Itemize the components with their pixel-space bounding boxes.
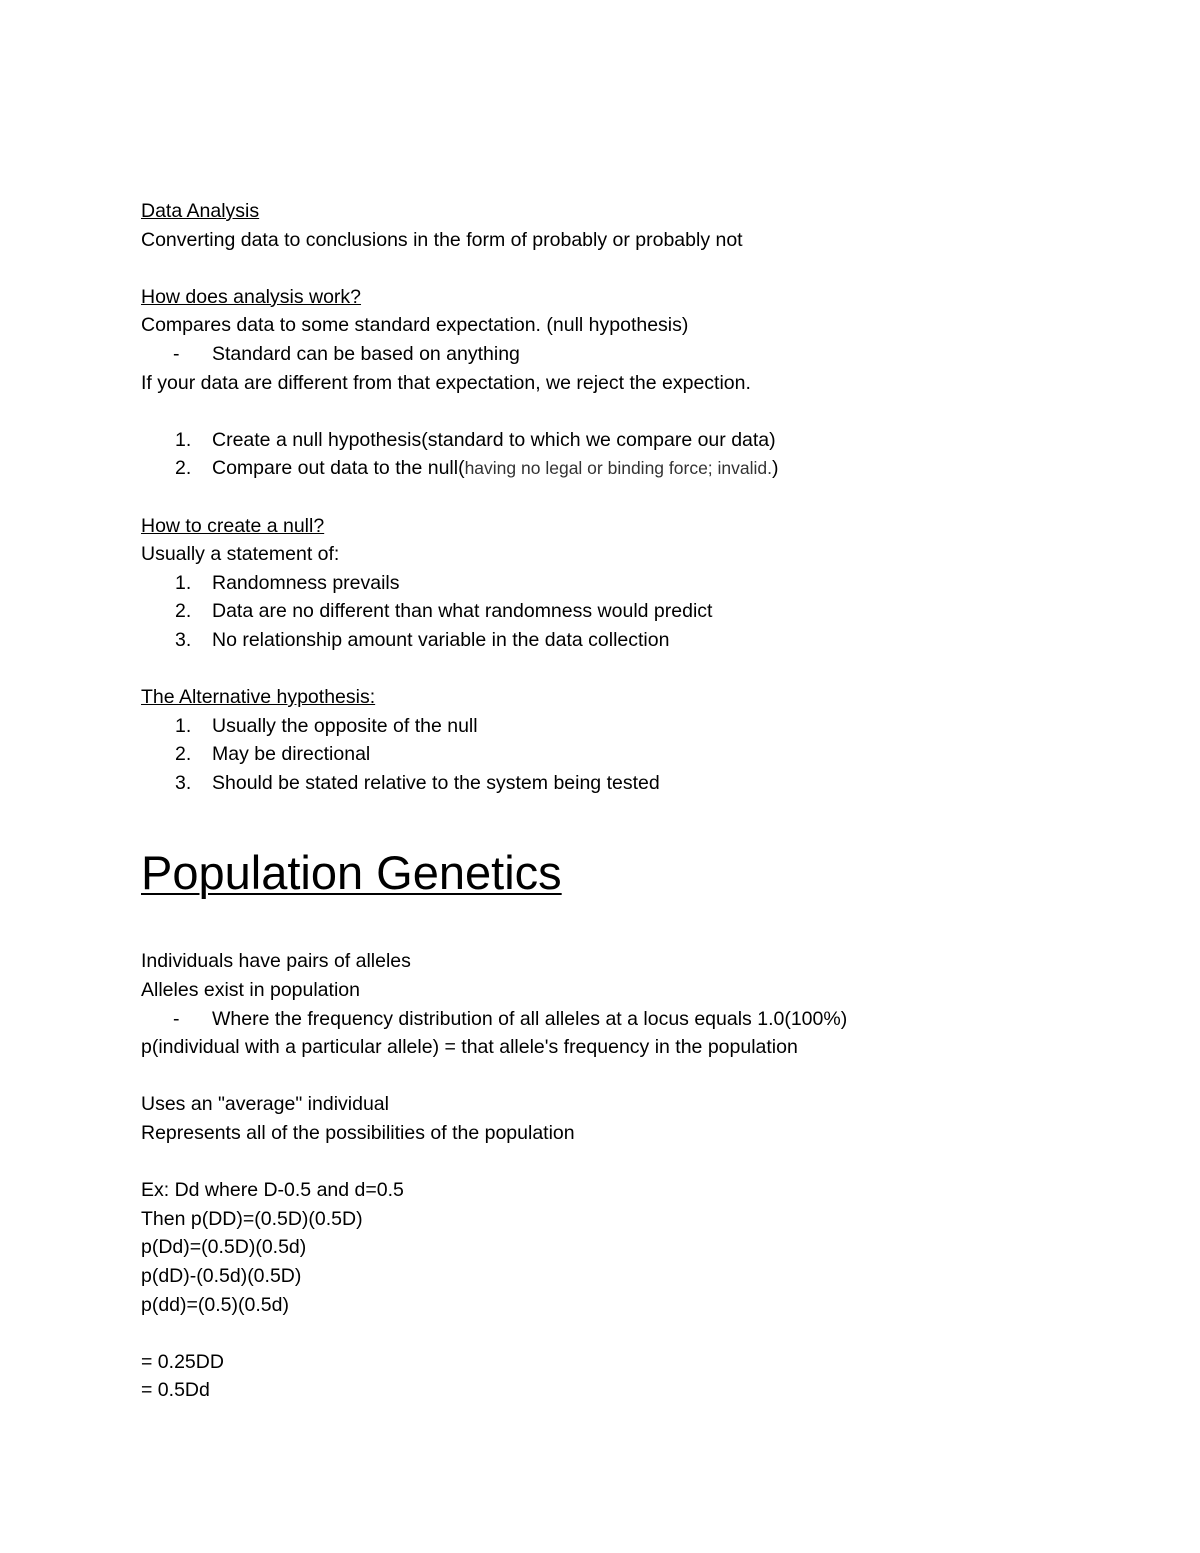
create-null-text: Usually a statement of: [141,543,340,566]
definition-note: having no legal or binding force; invalid. [464,458,772,479]
pg-text-5: Represents all of the possibilities of the population [141,1122,575,1145]
list-item [141,626,1141,655]
list-number: 3. [175,628,192,651]
bullet-item [141,340,1141,369]
list-item [141,597,1141,626]
list-item-text: Compare out data to the null( [212,457,465,480]
bullet-dash: - [173,342,180,365]
list-item-text: Should be stated relative to the system being tested [212,771,660,794]
data-analysis-heading: Data Analysis [141,200,260,222]
spacer [141,483,1141,512]
how-analysis-text-2: If your data are different from that expectation, we reject the expection. [141,371,751,394]
spacer [141,1319,1141,1348]
pg-text-2: Alleles exist in population [141,979,360,1002]
list-item [141,740,1141,769]
document-page [141,197,1141,1405]
list-item-text: Create a null hypothesis(standard to which we compare our data) [212,428,776,451]
spacer [141,1148,1141,1177]
closing-paren: ) [772,457,779,480]
spacer [141,254,1141,283]
example-line: Then p(DD)=(0.5D)(0.5D) [141,1207,363,1230]
how-analysis-heading: How does analysis work? [141,285,362,308]
list-number: 3. [175,771,192,794]
list-number: 2. [175,743,192,766]
how-analysis-text-1: Compares data to some standard expectation. (null hypothesis) [141,314,689,337]
list-number: 1. [175,571,192,594]
spacer [141,655,1141,684]
result-line: = 0.25DD [141,1350,224,1373]
list-item-text: No relationship amount variable in the data collection [212,628,670,651]
list-item-text: Randomness prevails [212,571,400,594]
list-item [141,454,1141,483]
create-null-heading: How to create a null? [141,514,325,537]
pg-text-4: Uses an "average" individual [141,1093,389,1116]
list-number: 1. [175,714,192,737]
list-item-text: May be directional [212,743,371,766]
list-item-text: Data are no different than what randomness would predict [212,600,713,623]
bullet-text: Standard can be based on anything [212,342,520,365]
pg-text-3: p(individual with a particular allele) = that allele's frequency in the population [141,1036,798,1059]
result-line: = 0.5Dd [141,1379,210,1402]
bullet-dash: - [173,1007,180,1030]
example-line: p(dd)=(0.5)(0.5d) [141,1293,289,1316]
list-item [141,569,1141,598]
bullet-item [141,1005,1141,1034]
list-item [141,769,1141,798]
alternative-heading: The Alternative hypothesis: [141,686,376,709]
list-item [141,426,1141,455]
spacer [141,397,1141,426]
list-item [141,712,1141,741]
pg-text-1: Individuals have pairs of alleles [141,950,411,973]
example-line: p(Dd)=(0.5D)(0.5d) [141,1236,307,1259]
example-line: Ex: Dd where D-0.5 and d=0.5 [141,1179,404,1202]
list-number: 2. [175,457,192,480]
data-analysis-text: Converting data to conclusions in the form of probably or probably not [141,228,743,251]
list-item-text: Usually the opposite of the null [212,714,478,737]
list-number: 1. [175,428,192,451]
bullet-text: Where the frequency distribution of all alleles at a locus equals 1.0(100%) [212,1007,848,1030]
list-number: 2. [175,600,192,623]
example-line: p(dD)-(0.5d)(0.5D) [141,1265,302,1287]
population-genetics-title: Population Genetics [141,846,562,900]
spacer [141,1062,1141,1091]
